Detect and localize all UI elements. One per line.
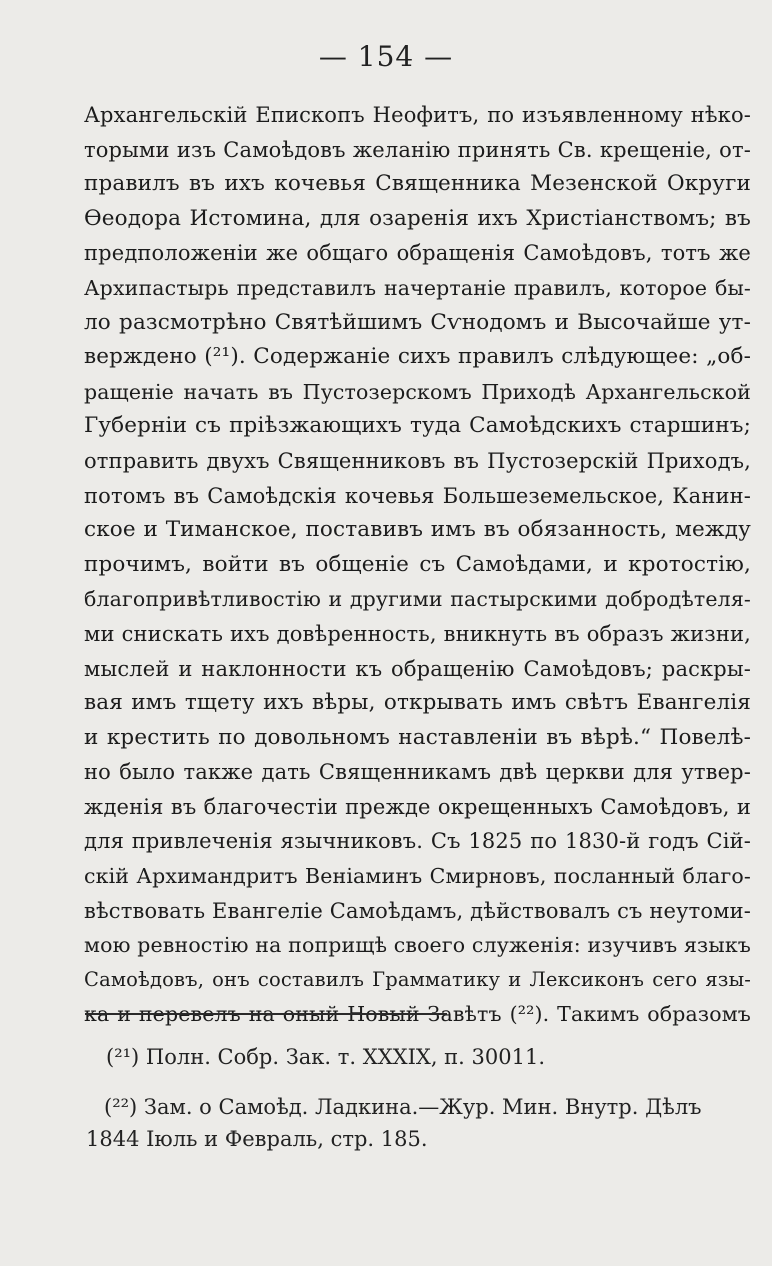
footnote-22-continued: 1844 Іюль и Февраль, стр. 185. [86,1127,428,1151]
text-line: торыми изъ Самоѣдовъ желанію принять Св. крещеніе, от- [84,137,751,162]
page-number: — 154 — [318,40,454,73]
body-text [84,98,751,1032]
text-line: мыслей и наклонности къ обращенію Самоѣдовъ; раскры- [84,656,751,681]
text-line: прочимъ, войти въ общеніе съ Самоѣдами, и кротостію, [84,551,751,577]
text-line: ка и перевелъ на оный Новый Завѣтъ (²²). Такимъ образомъ [84,1002,751,1027]
text-line: Архипастырь представилъ начертаніе правилъ, которое бы- [84,275,751,300]
text-line: и крестить по довольномъ наставленіи въ вѣрѣ.“ Повелѣ- [84,724,751,750]
text-line: скій Архимандритъ Веніаминъ Смирновъ, посланный благо- [84,864,751,889]
text-line: Архангельскій Епископъ Неофитъ, по изъявленному нѣко- [84,103,751,127]
text-line: ское и Тиманское, поставивъ имъ въ обязанность, между [84,517,751,543]
text-line: для привлеченія язычниковъ. Съ 1825 по 1830-й годъ Сій- [84,829,751,854]
text-line: потомъ въ Самоѣдскія кочевья Большеземельское, Канин- [84,483,751,508]
text-line: но было также дать Священникамъ двѣ церкви для утвер- [84,760,751,785]
text-line: ло разсмотрѣно Святѣйшимъ Сѵнодомъ и Высочайше ут- [84,309,751,335]
text-line: Губерніи съ пріѣзжающихъ туда Самоѣдскихъ старшинъ; [84,413,751,439]
footnote-divider [85,1013,447,1015]
text-line: Ѳеодора Истомина, для озаренія ихъ Христіанствомъ; въ [84,205,751,231]
text-line: благопривѣтливостію и другими пастырскими добродѣтеля- [84,587,751,612]
text-line: мою ревностію на поприщѣ своего служенія: изучивъ языкъ [84,933,751,958]
text-line: вая имъ тщету ихъ вѣры, открывать имъ свѣтъ Евангелія [84,690,751,716]
footnote-22: (²²) Зам. о Самоѣд. Ладкина.—Жур. Мин. Внутр. Дѣлъ [104,1095,702,1119]
text-line: ми снискать ихъ довѣренность, вникнуть въ образъ жизни, [84,621,751,646]
text-line: правилъ въ ихъ кочевья Священника Мезенской Округи [84,171,751,197]
text-line: предположеніи же общаго обращенія Самоѣдовъ, тотъ же [84,241,751,266]
text-line: ращеніе начать въ Пустозерскомъ Приходѣ Архангельской [84,379,751,404]
footnote-21: (²¹) Полн. Собр. Зак. т. XXXIX, п. 30011. [106,1045,546,1069]
text-line: вѣствовать Евангеліе Самоѣдамъ, дѣйствовалъ съ неутоми- [84,898,752,923]
text-line: отправить двухъ Священниковъ въ Пустозерскій Приходъ, [84,448,751,473]
text-line: верждено (²¹). Содержаніе сихъ правилъ слѣдующее: „об- [84,344,751,370]
text-line: Самоѣдовъ, онъ составилъ Грамматику и Лексиконъ сего язы- [84,967,751,991]
text-line: жденія въ благочестіи прежде окрещенныхъ Самоѣдовъ, и [84,794,751,819]
